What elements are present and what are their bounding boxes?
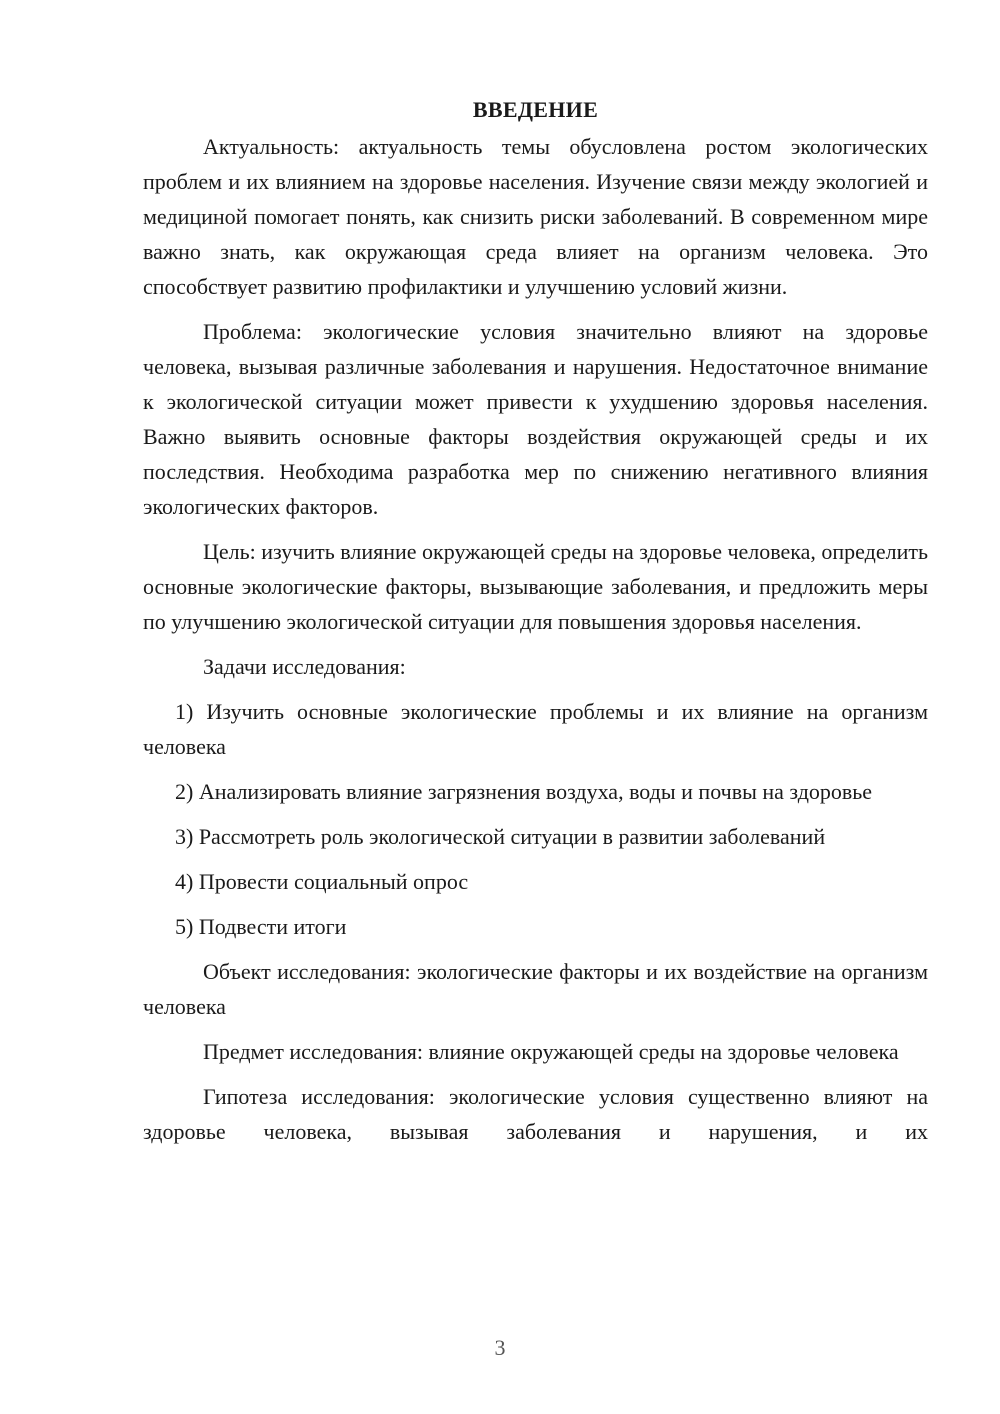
paragraph-object: Объект исследования: экологические факторы и их воздействие на организм человека xyxy=(143,959,928,1019)
task-item-3: 3) Рассмотреть роль экологической ситуации в развитии заболеваний xyxy=(175,824,826,849)
paragraph-goal: Цель: изучить влияние окружающей среды на здоровье человека, определить основные экологические факторы, вызывающие заболевания, и предложить меры по улучшению экологической ситуации для повышения здоровья населения. xyxy=(143,539,929,634)
task-item-1: 1) Изучить основные экологические проблемы и их влияние на организм человека xyxy=(143,699,928,759)
task-item-5: 5) Подвести итоги xyxy=(175,914,347,939)
paragraph-hypothesis: Гипотеза исследования: экологические условия существенно влияют на здоровье человека, вызывая заболевания и нарушения, и их xyxy=(143,1084,928,1144)
paragraph-subject: Предмет исследования: влияние окружающей среды на здоровье человека xyxy=(203,1039,899,1064)
page-number: 3 xyxy=(494,1335,506,1360)
task-item-4: 4) Провести социальный опрос xyxy=(175,869,469,894)
document-page xyxy=(143,92,928,1159)
tasks-heading: Задачи исследования: xyxy=(203,654,406,679)
task-item-2: 2) Анализировать влияние загрязнения воздуха, воды и почвы на здоровье xyxy=(175,779,873,804)
paragraph-relevance: Актуальность: актуальность темы обусловлена ростом экологических проблем и их влиянием на здоровье населения. Изучение связи между экологией и медициной помогает понять, как снизить риски заболеваний. В современном мире важно знать, как окружающая среда влияет на организм человека. Это способствует развитию профилактики и улучшению условий жизни. xyxy=(143,134,928,299)
section-title: ВВЕДЕНИЕ xyxy=(472,97,599,122)
paragraph-problem: Проблема: экологические условия значительно влияют на здоровье человека, вызывая различные заболевания и нарушения. Недостаточное внимание к экологической ситуации может привести к ухудшению здоровья населения. Важно выявить основные факторы воздействия окружающей среды и их последствия. Необходима разработка мер по снижению негативного влияния экологических факторов. xyxy=(143,319,928,519)
